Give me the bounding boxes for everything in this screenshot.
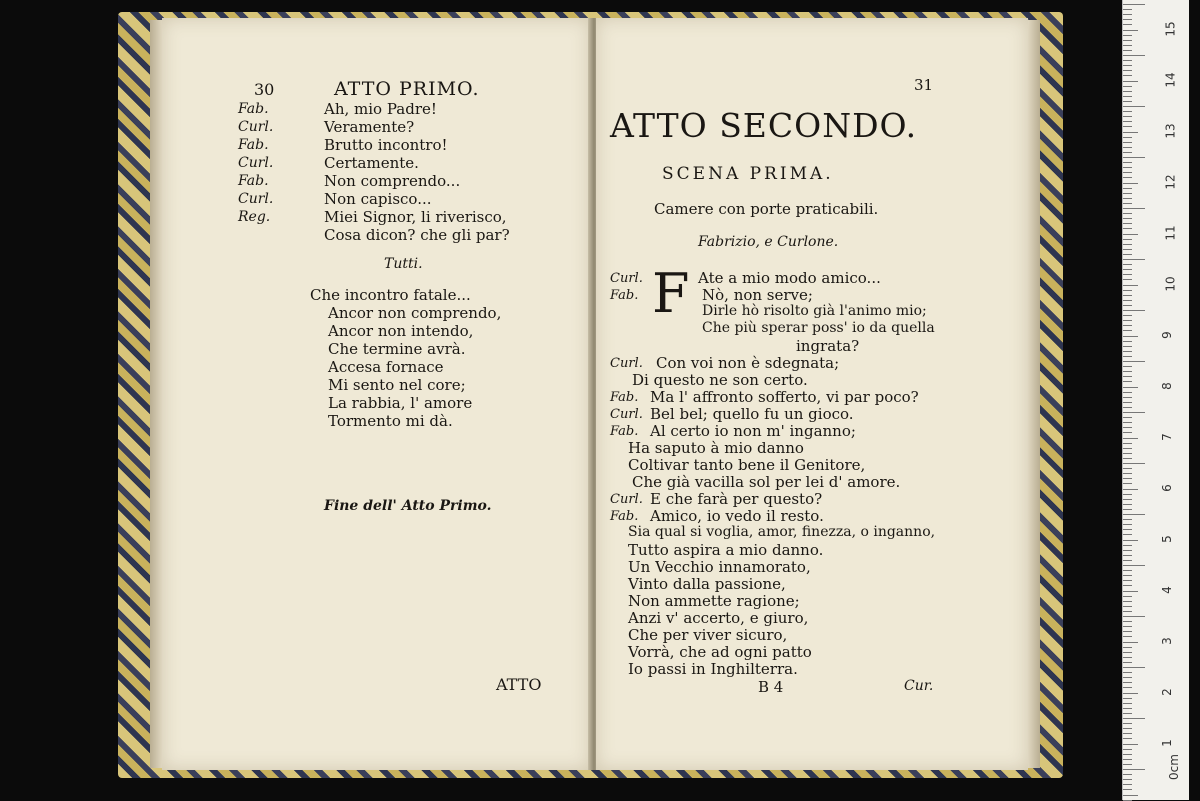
ruler-tick — [1123, 519, 1132, 520]
ruler-tick — [1123, 213, 1132, 214]
ruler-tick — [1123, 478, 1132, 479]
ruler-tick — [1123, 774, 1132, 775]
ruler-tick — [1123, 40, 1132, 41]
dialogue-line: Che già vacilla sol per lei d' amore. — [632, 473, 901, 491]
ruler-tick — [1123, 30, 1138, 31]
ruler-tick — [1123, 208, 1145, 209]
ruler-tick — [1123, 540, 1138, 541]
speaker: Curl. — [610, 356, 643, 371]
ruler-tick — [1123, 642, 1138, 643]
ruler-tick — [1123, 795, 1138, 796]
ruler-tick — [1123, 269, 1132, 270]
chorus-heading: Tutti. — [384, 256, 423, 272]
ruler-tick — [1123, 468, 1132, 469]
ruler-number: 10 — [1163, 276, 1178, 292]
ruler-tick — [1123, 499, 1132, 500]
ruler-tick — [1123, 545, 1132, 546]
ruler-tick — [1123, 754, 1132, 755]
ruler-number: 15 — [1163, 21, 1178, 37]
ruler-tick — [1123, 662, 1132, 663]
ruler-tick — [1123, 183, 1138, 184]
ruler-tick — [1123, 555, 1132, 556]
dialogue-line: Al certo io non m' inganno; — [650, 422, 856, 440]
ruler-tick — [1123, 626, 1132, 627]
ruler-tick — [1123, 116, 1132, 117]
ruler-tick — [1123, 458, 1132, 459]
signature-mark: B 4 — [758, 678, 784, 696]
ruler-tick — [1123, 514, 1145, 515]
ruler-tick — [1123, 601, 1132, 602]
dialogue-line: Coltivar tanto bene il Genitore, — [628, 456, 866, 474]
verse-line: La rabbia, l' amore — [328, 394, 473, 412]
ruler-tick — [1123, 295, 1132, 296]
ruler-tick — [1123, 167, 1132, 168]
dialogue-line: Dirle hò risolto già l'animo mio; — [702, 303, 927, 319]
dialogue-line: Non comprendo... — [324, 172, 461, 190]
ruler-tick — [1123, 75, 1132, 76]
speaker: Curl. — [238, 155, 274, 171]
dialogue-line: Che più sperar poss' io da quella — [702, 320, 935, 336]
ruler-tick — [1123, 361, 1145, 362]
verse-line: Che termine avrà. — [328, 340, 466, 358]
ruler-tick — [1123, 19, 1132, 20]
ruler-tick — [1123, 300, 1132, 301]
ruler-tick — [1123, 24, 1132, 25]
ruler-number: 6 — [1159, 484, 1174, 492]
dialogue-line: E che farà per questo? — [650, 490, 823, 508]
ruler-tick — [1123, 142, 1132, 143]
ruler-tick — [1123, 132, 1138, 133]
ruler-tick — [1123, 147, 1132, 148]
ruler-tick — [1123, 203, 1132, 204]
ruler-tick — [1123, 310, 1145, 311]
ruler-tick — [1123, 381, 1132, 382]
ruler-tick — [1123, 9, 1132, 10]
ruler-tick — [1123, 652, 1132, 653]
ruler-tick — [1123, 733, 1132, 734]
ruler-tick — [1123, 4, 1145, 5]
dialogue-line: Io passi in Inghilterra. — [628, 660, 798, 678]
ruler-tick — [1123, 407, 1132, 408]
page-number-left: 30 — [254, 80, 275, 99]
ruler-tick — [1123, 193, 1132, 194]
ruler-tick — [1123, 550, 1132, 551]
page-number-right: 31 — [914, 76, 934, 94]
ruler-tick — [1123, 45, 1132, 46]
ruler-number: 5 — [1159, 535, 1174, 543]
ruler-tick — [1123, 290, 1132, 291]
ruler-tick — [1123, 50, 1132, 51]
ruler-tick — [1123, 254, 1132, 255]
speaker: Fab. — [238, 137, 269, 153]
verse-line: Mi sento nel core; — [328, 376, 466, 394]
scene-setting: Camere con porte praticabili. — [654, 200, 879, 218]
ruler-tick — [1123, 621, 1132, 622]
ruler-tick — [1123, 738, 1132, 739]
ruler-tick — [1123, 534, 1132, 535]
speaker: Reg. — [238, 209, 271, 225]
ruler-tick — [1123, 198, 1132, 199]
ruler-tick — [1123, 152, 1132, 153]
ruler-tick — [1123, 244, 1132, 245]
ruler-tick — [1123, 96, 1132, 97]
ruler-number: 11 — [1163, 225, 1178, 241]
ruler-tick — [1123, 647, 1132, 648]
speaker: Fab. — [610, 509, 639, 524]
dialogue-line: Nò, non serve; — [702, 286, 813, 304]
ruler-tick — [1123, 529, 1132, 530]
ruler-tick — [1123, 687, 1132, 688]
right-page-edge — [1026, 20, 1040, 768]
ruler-tick — [1123, 315, 1132, 316]
speaker: Curl. — [610, 492, 643, 507]
ruler-tick — [1123, 228, 1132, 229]
speaker: Fab. — [610, 288, 639, 303]
ruler-tick — [1123, 402, 1132, 403]
dialogue-line: Non ammette ragione; — [628, 592, 800, 610]
dialogue-line: Con voi non è sdegnata; — [656, 354, 840, 372]
ruler-tick — [1123, 606, 1132, 607]
ruler-tick — [1123, 677, 1132, 678]
ruler-tick — [1123, 591, 1138, 592]
ruler-tick — [1123, 371, 1132, 372]
end-of-act-note: Fine dell' Atto Primo. — [324, 498, 492, 514]
ruler-number: 3 — [1159, 637, 1174, 645]
ruler-tick — [1123, 397, 1132, 398]
ruler-tick — [1123, 728, 1132, 729]
verse-line: Accesa fornace — [328, 358, 444, 376]
ruler-tick — [1123, 111, 1132, 112]
ruler-tick — [1123, 356, 1132, 357]
ruler-tick — [1123, 35, 1132, 36]
ruler-number: 7 — [1159, 433, 1174, 441]
ruler-tick — [1123, 611, 1132, 612]
ruler-tick — [1123, 427, 1132, 428]
ruler-tick — [1123, 483, 1132, 484]
ruler-tick — [1123, 234, 1138, 235]
ruler-tick — [1123, 565, 1145, 566]
ruler-tick — [1123, 65, 1132, 66]
ruler-tick — [1123, 560, 1132, 561]
ruler-tick — [1123, 443, 1132, 444]
ruler-tick — [1123, 580, 1132, 581]
ruler-tick — [1123, 682, 1132, 683]
ruler-tick — [1123, 223, 1132, 224]
dialogue-line: Cosa dicon? che gli par? — [324, 226, 510, 244]
dialogue-line: Bel bel; quello fu un gioco. — [650, 405, 854, 423]
ruler-tick — [1123, 698, 1132, 699]
ruler-tick — [1123, 509, 1132, 510]
dialogue-line: Miei Signor, li riverisco, — [324, 208, 507, 226]
ruler-tick — [1123, 86, 1132, 87]
ruler-tick — [1123, 325, 1132, 326]
ruler-tick — [1123, 784, 1132, 785]
ruler-unit: 0cm — [1166, 754, 1181, 780]
ruler-number: 9 — [1159, 331, 1174, 339]
ruler-tick — [1123, 249, 1132, 250]
ruler-tick — [1123, 575, 1132, 576]
ruler-tick — [1123, 504, 1132, 505]
dialogue-line: Non capisco... — [324, 190, 432, 208]
speaker: Fab. — [610, 424, 639, 439]
ruler-tick — [1123, 137, 1132, 138]
ruler-tick — [1123, 188, 1132, 189]
speaker: Fab. — [238, 101, 269, 117]
verse-line: Che incontro fatale... — [310, 286, 471, 304]
ruler-tick — [1123, 60, 1132, 61]
dialogue-line: ingrata? — [796, 337, 860, 355]
ruler-tick — [1123, 351, 1132, 352]
ruler-tick — [1123, 264, 1132, 265]
ruler-tick — [1123, 14, 1132, 15]
ruler-tick — [1123, 764, 1132, 765]
ruler-tick — [1123, 341, 1132, 342]
ruler-tick — [1123, 376, 1132, 377]
speaker: Curl. — [610, 271, 643, 286]
ruler-tick — [1123, 779, 1132, 780]
ruler-tick — [1123, 438, 1138, 439]
ruler-tick — [1123, 218, 1132, 219]
speaker: Curl. — [238, 119, 274, 135]
speaker: Fab. — [610, 390, 639, 405]
dialogue-line: Ha saputo à mio danno — [628, 439, 804, 457]
ruler-tick — [1123, 789, 1132, 790]
verse-line: Ancor non intendo, — [328, 322, 474, 340]
ruler-tick — [1123, 101, 1132, 102]
dialogue-line: Ate a mio modo amico... — [698, 269, 881, 287]
dialogue-line: Di questo ne son certo. — [632, 371, 808, 389]
ruler-tick — [1123, 157, 1145, 158]
dialogue-line: Ah, mio Padre! — [324, 100, 437, 118]
ruler-tick — [1123, 106, 1145, 107]
ruler-tick — [1123, 239, 1132, 240]
ruler-tick — [1123, 285, 1138, 286]
ruler-tick — [1123, 759, 1132, 760]
verse-line: Tormento mi dà. — [328, 412, 453, 430]
dialogue-line: Vinto dalla passione, — [628, 575, 786, 593]
dialogue-line: Veramente? — [324, 118, 415, 136]
ruler-tick — [1123, 463, 1145, 464]
dialogue-line: Che per viver sicuro, — [628, 626, 788, 644]
ruler-tick — [1123, 177, 1132, 178]
ruler-tick — [1123, 70, 1132, 71]
ruler-tick — [1123, 126, 1132, 127]
ruler-tick — [1123, 596, 1132, 597]
dialogue-line: Ma l' affronto sofferto, vi par poco? — [650, 388, 919, 406]
ruler-tick — [1123, 412, 1145, 413]
verse-line: Ancor non comprendo, — [328, 304, 502, 322]
drop-cap: F — [652, 262, 690, 325]
ruler-number: 12 — [1163, 174, 1178, 190]
ruler-tick — [1123, 259, 1145, 260]
ruler-tick — [1123, 749, 1132, 750]
ruler-tick — [1123, 320, 1132, 321]
ruler-tick — [1123, 703, 1132, 704]
ruler-tick — [1123, 172, 1132, 173]
ruler-tick — [1123, 718, 1145, 719]
ruler-number: 1 — [1159, 739, 1174, 747]
ruler-tick — [1123, 422, 1132, 423]
ruler-tick — [1123, 667, 1145, 668]
dialogue-line: Tutto aspira a mio danno. — [628, 541, 824, 559]
ruler-number: 2 — [1159, 688, 1174, 696]
ruler-tick — [1123, 616, 1145, 617]
ruler-tick — [1123, 744, 1138, 745]
ruler-tick — [1123, 279, 1132, 280]
ruler-tick — [1123, 708, 1132, 709]
ruler-tick — [1123, 524, 1132, 525]
ruler-tick — [1123, 91, 1132, 92]
ruler-number: 14 — [1163, 72, 1178, 88]
ruler-tick — [1123, 672, 1132, 673]
measurement-ruler — [1122, 0, 1189, 800]
catchword-left: ATTO — [496, 675, 542, 694]
ruler-tick — [1123, 693, 1138, 694]
ruler-tick — [1123, 631, 1132, 632]
ruler-number: 13 — [1163, 123, 1178, 139]
ruler-tick — [1123, 417, 1132, 418]
dialogue-line: Certamente. — [324, 154, 419, 172]
ruler-tick — [1123, 713, 1132, 714]
ruler-tick — [1123, 448, 1132, 449]
ruler-tick — [1123, 346, 1132, 347]
scene-characters: Fabrizio, e Curlone. — [698, 234, 839, 250]
ruler-tick — [1123, 473, 1132, 474]
ruler-tick — [1123, 723, 1132, 724]
speaker: Curl. — [610, 407, 643, 422]
ruler-tick — [1123, 570, 1132, 571]
ruler-tick — [1123, 392, 1132, 393]
left-page — [162, 18, 591, 770]
scene-title: SCENA PRIMA. — [662, 164, 834, 184]
ruler-tick — [1123, 387, 1138, 388]
ruler-tick — [1123, 55, 1145, 56]
ruler-tick — [1123, 121, 1132, 122]
ruler-tick — [1123, 494, 1132, 495]
ruler-number: 4 — [1159, 586, 1174, 594]
ruler-tick — [1123, 636, 1132, 637]
ruler-tick — [1123, 274, 1132, 275]
ruler-tick — [1123, 81, 1138, 82]
ruler-number: 8 — [1159, 382, 1174, 390]
ruler-tick — [1123, 366, 1132, 367]
dialogue-line: Amico, io vedo il resto. — [650, 507, 824, 525]
ruler-tick — [1123, 432, 1132, 433]
right-page — [596, 18, 1028, 770]
ruler-tick — [1123, 336, 1138, 337]
ruler-tick — [1123, 162, 1132, 163]
dialogue-line: Sia qual si voglia, amor, finezza, o inganno, — [628, 524, 936, 540]
ruler-tick — [1123, 453, 1132, 454]
ruler-tick — [1123, 769, 1145, 770]
ruler-tick — [1123, 305, 1132, 306]
dialogue-line: Anzi v' accerto, e giuro, — [628, 609, 809, 627]
dialogue-line: Vorrà, che ad ogni patto — [628, 643, 812, 661]
dialogue-line: Un Vecchio innamorato, — [628, 558, 811, 576]
ruler-tick — [1123, 330, 1132, 331]
act-title: ATTO SECONDO. — [610, 106, 918, 145]
running-head: ATTO PRIMO. — [334, 78, 480, 100]
speaker: Fab. — [238, 173, 269, 189]
catchword-right: Cur. — [904, 678, 934, 694]
speaker: Curl. — [238, 191, 274, 207]
ruler-tick — [1123, 657, 1132, 658]
dialogue-line: Brutto incontro! — [324, 136, 448, 154]
ruler-tick — [1123, 489, 1138, 490]
ruler-tick — [1123, 585, 1132, 586]
